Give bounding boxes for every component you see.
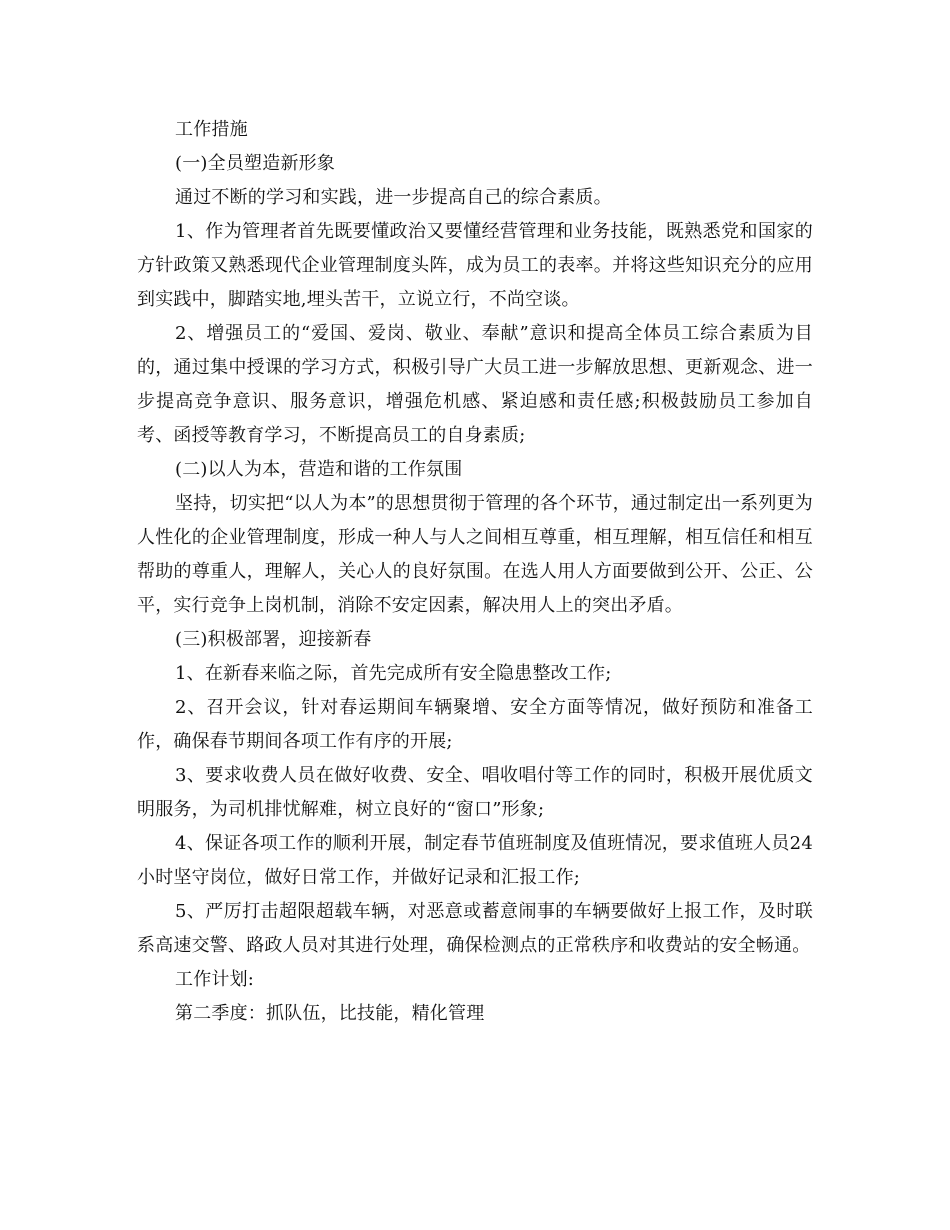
paragraph-people-oriented: 坚持，切实把“以人为本”的思想贯彻于管理的各个环节，通过制定出一系列更为人性化的企业管理制度，形成一种人与人之间相互尊重，相互理解，相互信任和相互帮助的尊重人，理解人，关心人的良好氛围。在选人用人方面要做到公开、公正、公平，实行竞争上岗机制，消除不安定因素，解决用人上的突出矛盾。: [137, 493, 813, 616]
subheading-2: (二)以人为本，营造和谐的工作氛围: [175, 459, 463, 480]
paragraph-intro: 通过不断的学习和实践，进一步提高自己的综合素质。: [175, 187, 612, 208]
paragraph-spring-item-3: 3、要求收费人员在做好收费、安全、唱收唱付等工作的同时，积极开展优质文明服务，为司机排忧解难，树立良好的“窗口”形象;: [137, 765, 813, 820]
subheading-1: (一)全员塑造新形象: [175, 153, 336, 174]
paragraph-spring-item-4: 4、保证各项工作的顺利开展，制定春节值班制度及值班情况，要求值班人员24小时坚守岗位，做好日常工作，并做好记录和汇报工作;: [137, 833, 813, 888]
paragraph-spring-item-5: 5、严厉打击超限超载车辆，对恶意或蓄意闹事的车辆要做好上报工作，及时联系高速交警、路政人员对其进行处理，确保检测点的正常秩序和收费站的安全畅通。: [137, 901, 813, 956]
paragraph-spring-item-2: 2、召开会议，针对春运期间车辆聚增、安全方面等情况，做好预防和准备工作，确保春节期间各项工作有序的开展;: [137, 697, 813, 752]
paragraph-spring-item-1: 1、在新春来临之际，首先完成所有安全隐患整改工作;: [175, 663, 612, 684]
document-page: [137, 113, 813, 1031]
paragraph-item-2: 2、增强员工的“爱国、爱岗、敬业、奉献”意识和提高全体员工综合素质为目的，通过集中授课的学习方式，积极引导广大员工进一步解放思想、更新观念、进一步提高竞争意识、服务意识，增强危机感、紧迫感和责任感;积极鼓励员工参加自考、函授等教育学习，不断提高员工的自身素质;: [137, 323, 813, 446]
section-heading-measures: 工作措施: [175, 119, 248, 140]
section-heading-plan: 工作计划:: [175, 969, 255, 990]
subheading-3: (三)积极部署，迎接新春: [175, 629, 372, 650]
paragraph-item-1: 1、作为管理者首先既要懂政治又要懂经营管理和业务技能，既熟悉党和国家的方针政策又熟悉现代企业管理制度头阵，成为员工的表率。并将这些知识充分的应用到实践中，脚踏实地,埋头苦干，立说立行，不尚空谈。: [137, 221, 813, 310]
paragraph-q2-plan: 第二季度：抓队伍，比技能，精化管理: [175, 1003, 485, 1024]
